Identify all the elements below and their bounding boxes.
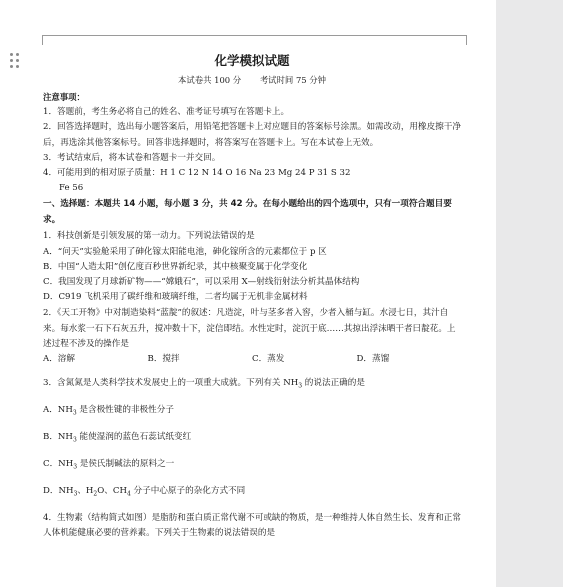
notice-3: 3．考试结束后，将本试卷和答题卡一并交回。 — [43, 152, 221, 163]
q1-option-d: D．C919 飞机采用了碳纤维和玻璃纤维，二者均属于无机非金属材料 — [43, 292, 308, 303]
doc-score: 本试卷共 100 分 — [177, 75, 242, 85]
notice-1: 1．答题前，考生务必将自己的姓名、准考证号填写在答题卡上。 — [43, 107, 290, 118]
drag-handle-icon[interactable] — [9, 52, 21, 70]
q3-option-a — [43, 403, 461, 421]
q3c-text: C．NH — [43, 459, 74, 470]
q3-option-d — [43, 484, 461, 502]
notice-4: 4．可能用到的相对原子质量：H 1 C 12 N 14 O 16 Na 23 Mg 24 P 31 S 32 — [43, 168, 351, 179]
q3c-sub: 3 — [73, 463, 78, 471]
q3a-sub: 3 — [72, 409, 77, 417]
notice-2: 2．回答选择题时，选出每小题答案后，用铅笔把答题卡上对应题目的答案标号涂黑。如需改动，用橡皮擦干净后，再选涂其他答案标号。回答非选择题时，将答案写在答题卡上。写在本试卷上无效。 — [43, 122, 461, 148]
q2-stem: 2．《天工开物》中对制造染料“蓝靛”的叙述：凡造淀，叶与茎多者入窖，少者入桶与缸。水浸七日，其汁自来。每水浆一石下石灰五升，搅冲数十下，淀信即结。水性定时，淀沉于底……其掠出浮沫晒干者曰靛花。上述过程不涉及的操作是 — [43, 308, 456, 349]
q3-stem-tail: 的说法正确的是 — [302, 378, 365, 389]
q3d-sub2: 2 — [93, 490, 98, 498]
q3c-tail: 是侯氏制碱法的原料之一 — [77, 459, 175, 470]
q3b-tail: 能使湿润的蓝色石蕊试纸变红 — [76, 432, 192, 443]
q4-stem: 4．生物素（结构简式如图）是脂肪和蛋白质正常代谢不可或缺的物质，是一种维持人体自然生长、发育和正常人体机能健康必要的营养素。下列关于生物素的说法错误的是 — [43, 512, 461, 539]
page-margin-corner-left — [42, 35, 43, 45]
q1-option-b: B．中国“人造太阳”创亿度百秒世界新纪录，其中核聚变属于化学变化 — [43, 261, 308, 272]
q2-option-c: C．蒸发 — [252, 354, 285, 365]
q1-option-c: C．我国发现了月球新矿物——“嫦娥石”，可以采用 X—射线衍射法分析其晶体结构 — [43, 277, 360, 288]
doc-time: 考试时间 75 分钟 — [259, 75, 327, 85]
doc-title: 化学模拟试题 — [214, 53, 290, 68]
q3-stem — [43, 376, 461, 394]
q3d-tail: 分子中心原子的杂化方式不同 — [130, 485, 246, 496]
q3a-text: A．NH — [43, 405, 73, 416]
q3d-mid1: 、H — [77, 485, 94, 496]
notice-title: 注意事项： — [43, 92, 85, 102]
q3d-text: D．NH — [43, 485, 74, 496]
q3b-sub: 3 — [72, 436, 77, 444]
doc-meta — [43, 73, 461, 87]
q3d-mid2: O、CH — [97, 485, 127, 496]
q3-stem-sub: 3 — [298, 382, 303, 390]
q3-stem-text: 3．含氮氮是人类科学技术发展史上的一项重大成就。下列有关 NH — [43, 378, 299, 389]
q3-option-b — [43, 430, 461, 448]
document-body — [43, 50, 461, 541]
q3b-text: B．NH — [43, 432, 73, 443]
q1-option-a: A．“问天”实验舱采用了砷化镓太阳能电池，砷化镓所含的元素都位于 p 区 — [43, 246, 327, 257]
q3d-sub1: 3 — [73, 490, 78, 498]
notice-4-cont: Fe 56 — [59, 183, 84, 194]
q3a-tail: 是含极性键的非极性分子 — [76, 405, 174, 416]
q3-option-c — [43, 457, 461, 475]
section-title: 一、选择题：本题共 14 小题，每小题 3 分，共 42 分。在每小题给出的四个选项中，只有一项符合题目要求。 — [43, 199, 452, 226]
q3d-sub3: 4 — [126, 490, 131, 498]
q2-option-d: D．蒸馏 — [356, 354, 390, 365]
page-margin-marker — [42, 35, 466, 37]
q2-options — [43, 352, 461, 367]
page-margin-corner-right — [466, 35, 467, 45]
q2-option-a: A．溶解 — [43, 354, 75, 365]
q1-stem: 1．科技创新是引领发展的第一动力。下列说法错误的是 — [43, 231, 255, 242]
q2-option-b: B．搅拌 — [147, 354, 180, 365]
window-gutter — [496, 0, 563, 587]
